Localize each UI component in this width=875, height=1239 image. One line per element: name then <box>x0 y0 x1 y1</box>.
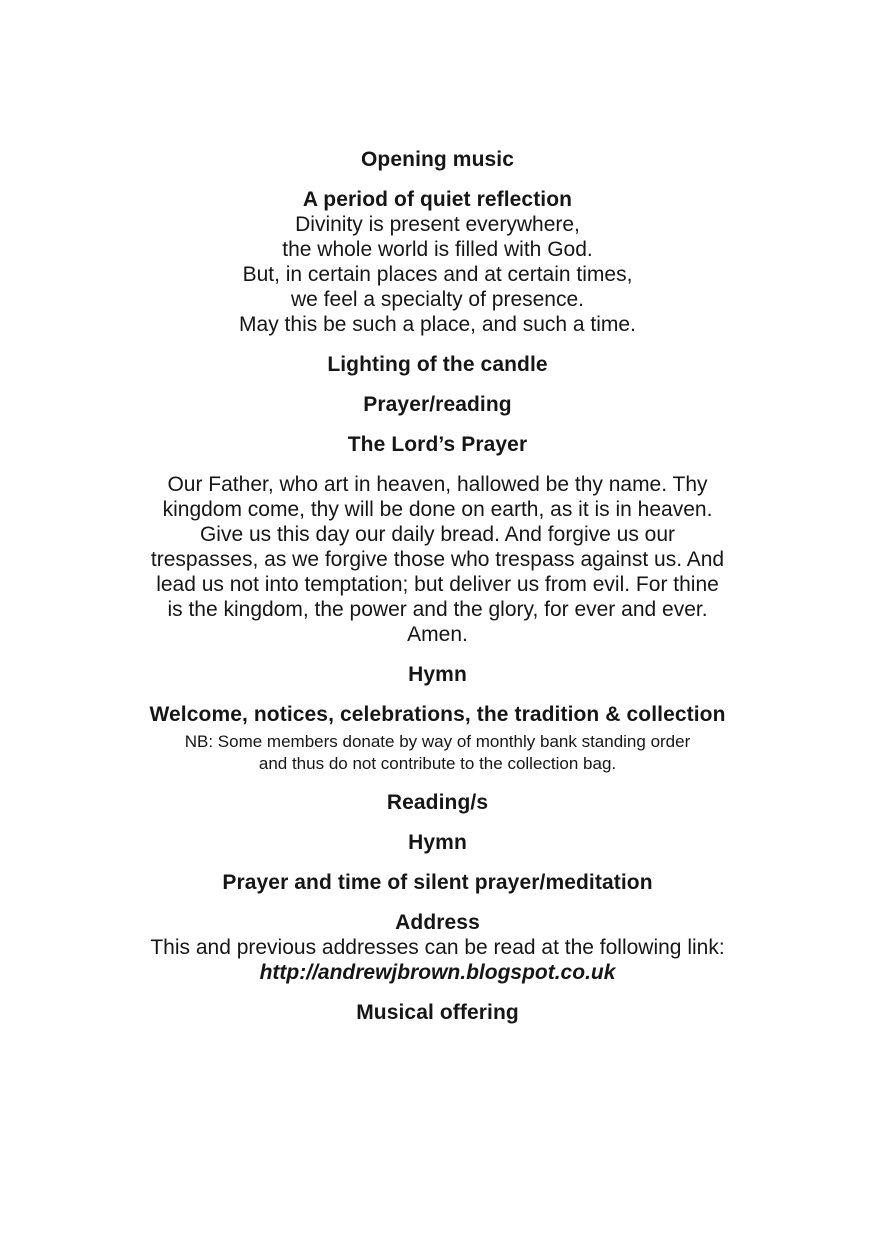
hymn-heading: Hymn <box>408 831 467 854</box>
lords-prayer-line: trespasses, as we forgive those who trespass against us. And <box>150 548 725 571</box>
reflection-line: we feel a specialty of presence. <box>291 288 584 311</box>
collection-note-line: and thus do not contribute to the collection bag. <box>258 754 617 773</box>
quiet-reflection-heading: A period of quiet reflection <box>302 188 573 211</box>
collection-note-line: NB: Some members donate by way of monthly bank standing order <box>184 732 691 751</box>
silent-prayer-heading: Prayer and time of silent prayer/meditation <box>222 871 653 894</box>
address-link-intro: This and previous addresses can be read at the following link: <box>150 936 725 959</box>
address-heading: Address <box>395 911 480 934</box>
lords-prayer-line: Give us this day our daily bread. And forgive us our <box>199 523 676 546</box>
collection-note <box>0 731 875 775</box>
lords-prayer-line: kingdom come, thy will be done on earth, as it is in heaven. <box>162 498 713 521</box>
reflection-line: the whole world is filled with God. <box>282 238 593 261</box>
prayer-reading-heading: Prayer/reading <box>363 393 512 416</box>
section-lighting-candle <box>0 352 875 377</box>
section-musical-offering <box>0 1000 875 1025</box>
lords-prayer-heading: The Lord’s Prayer <box>347 433 528 456</box>
lighting-candle-heading: Lighting of the candle <box>327 353 548 376</box>
section-quiet-reflection <box>0 187 875 337</box>
section-prayer-reading <box>0 392 875 417</box>
section-readings <box>0 790 875 815</box>
address-blog-link[interactable]: http://andrewjbrown.blogspot.co.uk <box>259 961 616 984</box>
section-opening-music <box>0 147 875 172</box>
opening-music-heading: Opening music <box>361 148 514 171</box>
lords-prayer-line: is the kingdom, the power and the glory, for ever and ever. <box>167 598 708 621</box>
lords-prayer-line: Amen. <box>407 623 468 646</box>
reflection-line: Divinity is present everywhere, <box>295 213 580 236</box>
hymn-heading: Hymn <box>408 663 467 686</box>
section-silent-prayer <box>0 870 875 895</box>
section-lords-prayer-heading <box>0 432 875 457</box>
lords-prayer-line: lead us not into temptation; but deliver us from evil. For thine <box>156 573 719 596</box>
welcome-notices-heading: Welcome, notices, celebrations, the tradition & collection <box>149 703 726 726</box>
lords-prayer-line: Our Father, who art in heaven, hallowed be thy name. Thy <box>167 473 708 496</box>
lords-prayer-paragraph <box>0 472 875 647</box>
section-hymn-1 <box>0 662 875 687</box>
reflection-line: But, in certain places and at certain times, <box>242 263 633 286</box>
reflection-line: May this be such a place, and such a time. <box>239 313 636 336</box>
section-hymn-2 <box>0 830 875 855</box>
section-address <box>0 910 875 985</box>
readings-heading: Reading/s <box>386 791 489 814</box>
section-welcome-notices <box>0 702 875 775</box>
musical-offering-heading: Musical offering <box>356 1001 519 1024</box>
